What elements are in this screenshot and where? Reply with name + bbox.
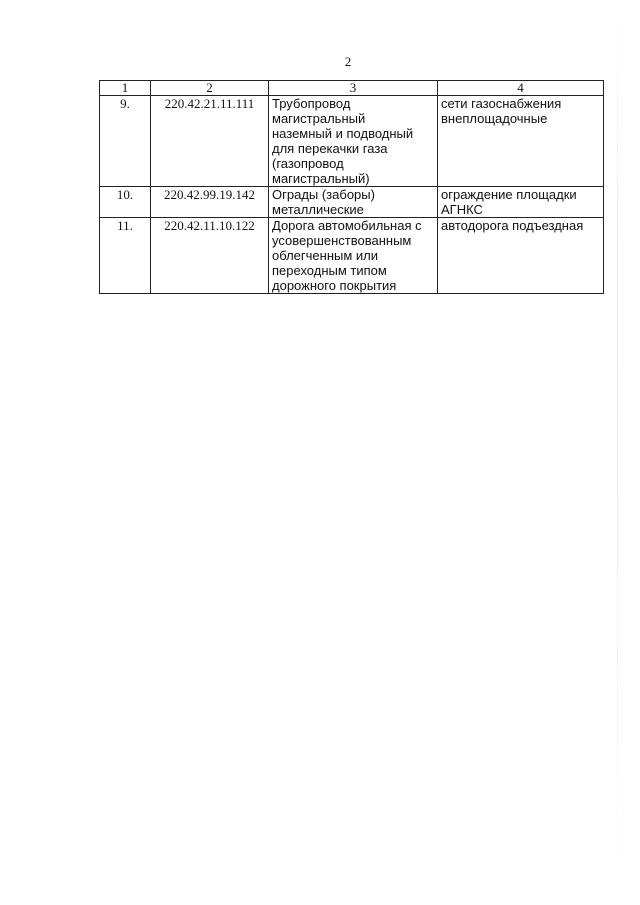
- name-line: наземный и подводный: [272, 126, 414, 141]
- note-line: внеплощадочные: [441, 111, 548, 126]
- table-header-row: [100, 81, 604, 96]
- name-line: магистральный): [272, 171, 370, 186]
- row-number: 9.: [100, 96, 151, 187]
- okof-code: 220.42.99.19.142: [151, 187, 269, 218]
- header-cell: 4: [438, 81, 604, 96]
- note-line: автодорога подъездная: [441, 218, 584, 233]
- object-note: [438, 96, 604, 187]
- okof-code: 220.42.11.10.122: [151, 218, 269, 294]
- object-name: [269, 218, 438, 294]
- okof-code: 220.42.21.11.111: [151, 96, 269, 187]
- note-line: сети газоснабжения: [441, 96, 562, 111]
- name-line: облегченным или: [272, 248, 379, 263]
- classification-table: [99, 80, 604, 294]
- row-number: 11.: [100, 218, 151, 294]
- name-line: Ограды (заборы): [272, 187, 375, 202]
- name-line: Дорога автомобильная с: [272, 218, 422, 233]
- name-line: (газопровод: [272, 156, 344, 171]
- name-line: дорожного покрытия: [272, 278, 397, 293]
- object-note: [438, 187, 604, 218]
- note-line: АГНКС: [441, 202, 483, 217]
- object-name: [269, 96, 438, 187]
- name-line: усовершенствованным: [272, 233, 412, 248]
- table-row: [100, 96, 604, 187]
- table-row: [100, 187, 604, 218]
- header-cell: 3: [269, 81, 438, 96]
- row-number: 10.: [100, 187, 151, 218]
- note-line: ограждение площадки: [441, 187, 577, 202]
- page-number: 2: [344, 54, 352, 69]
- scan-edge-mark: [617, 0, 618, 905]
- name-line: Трубопровод: [272, 96, 351, 111]
- table-row: [100, 218, 604, 294]
- object-name: [269, 187, 438, 218]
- object-note: [438, 218, 604, 294]
- name-line: переходным типом: [272, 263, 387, 278]
- header-cell: 2: [151, 81, 269, 96]
- name-line: магистральный: [272, 111, 366, 126]
- name-line: металлические: [272, 202, 364, 217]
- header-cell: 1: [100, 81, 151, 96]
- name-line: для перекачки газа: [272, 141, 388, 156]
